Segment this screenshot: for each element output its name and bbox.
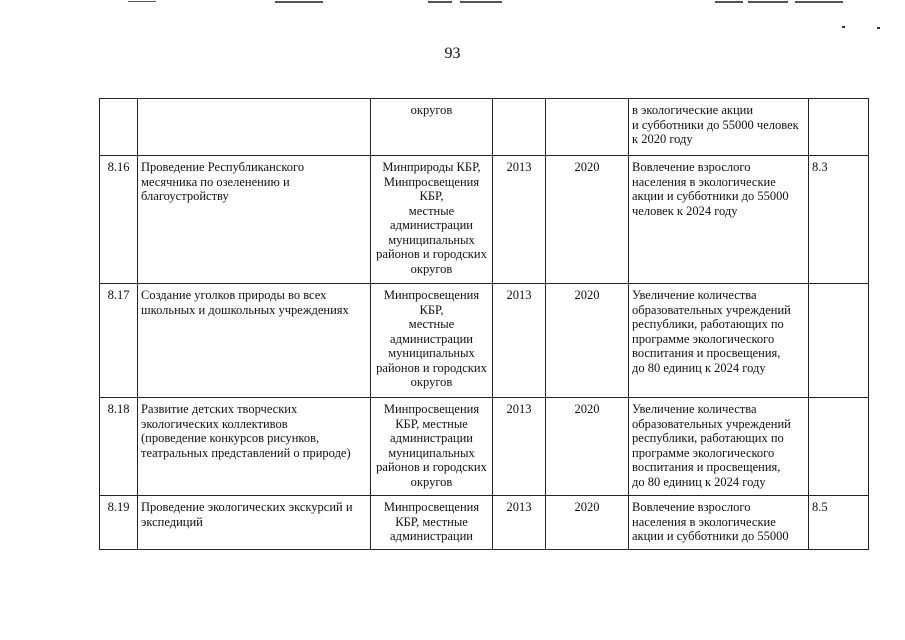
executor: Минпросвещения КБР, местные администрации муниципальных районов и городских округов — [371, 398, 493, 496]
item-number: 8.19 — [100, 496, 138, 550]
item-number: 8.17 — [100, 284, 138, 398]
indicator-ref — [809, 284, 869, 398]
start-year: 2013 — [493, 496, 546, 550]
expected-result: в экологические акции и субботники до 55000 человек к 2020 году — [629, 99, 809, 156]
scan-artifact-line — [460, 1, 502, 3]
start-year: 2013 — [493, 398, 546, 496]
indicator-ref: 8.3 — [809, 156, 869, 284]
page-number: 93 — [444, 45, 461, 62]
item-number — [100, 99, 138, 156]
end-year: 2020 — [546, 398, 629, 496]
expected-result: Увеличение количества образовательных учреждений республики, работающих по программе экологического воспитания и просвещения, до 80 единиц к 2024 году — [629, 284, 809, 398]
end-year — [546, 99, 629, 156]
scan-artifact-line — [715, 1, 743, 3]
expected-result: Увеличение количества образовательных учреждений республики, работающих по программе экологического воспитания и просвещения, до 80 единиц к 2024 году — [629, 398, 809, 496]
end-year: 2020 — [546, 496, 629, 550]
measure-name — [138, 99, 371, 156]
executor: Минприроды КБР, Минпросвещения КБР, местные администрации муниципальных районов и городских округов — [371, 156, 493, 284]
scan-artifact-line — [128, 1, 156, 2]
table-row — [100, 156, 869, 284]
scan-speck — [877, 27, 880, 29]
scan-artifact-line — [428, 1, 452, 3]
end-year: 2020 — [546, 284, 629, 398]
table-row — [100, 496, 869, 550]
scan-artifact-line — [795, 1, 843, 3]
indicator-ref: 8.5 — [809, 496, 869, 550]
start-year: 2013 — [493, 156, 546, 284]
expected-result: Вовлечение взрослого населения в экологические акции и субботники до 55000 человек к 2024 году — [629, 156, 809, 284]
executor: Минпросвещения КБР, местные администрации — [371, 496, 493, 550]
measure-name: Проведение Республиканского месячника по озеленению и благоустройству — [138, 156, 371, 284]
end-year: 2020 — [546, 156, 629, 284]
indicator-ref — [809, 398, 869, 496]
measure-name: Развитие детских творческих экологических коллективов (проведение конкурсов рисунков, театральных представлений о природе) — [138, 398, 371, 496]
executor: Минпросвещения КБР, местные администрации муниципальных районов и городских округов — [371, 284, 493, 398]
measure-name: Проведение экологических экскурсий и экспедиций — [138, 496, 371, 550]
start-year: 2013 — [493, 284, 546, 398]
scan-speck — [842, 26, 845, 28]
table-row — [100, 284, 869, 398]
scan-artifact-line — [275, 1, 323, 3]
start-year — [493, 99, 546, 156]
indicator-ref — [809, 99, 869, 156]
table-row — [100, 398, 869, 496]
table-row — [100, 99, 869, 156]
expected-result: Вовлечение взрослого населения в экологические акции и субботники до 55000 — [629, 496, 809, 550]
measure-name: Создание уголков природы во всех школьных и дошкольных учреждениях — [138, 284, 371, 398]
measures-table — [99, 98, 869, 550]
item-number: 8.18 — [100, 398, 138, 496]
scan-artifact-line — [748, 1, 788, 3]
item-number: 8.16 — [100, 156, 138, 284]
executor: округов — [371, 99, 493, 156]
